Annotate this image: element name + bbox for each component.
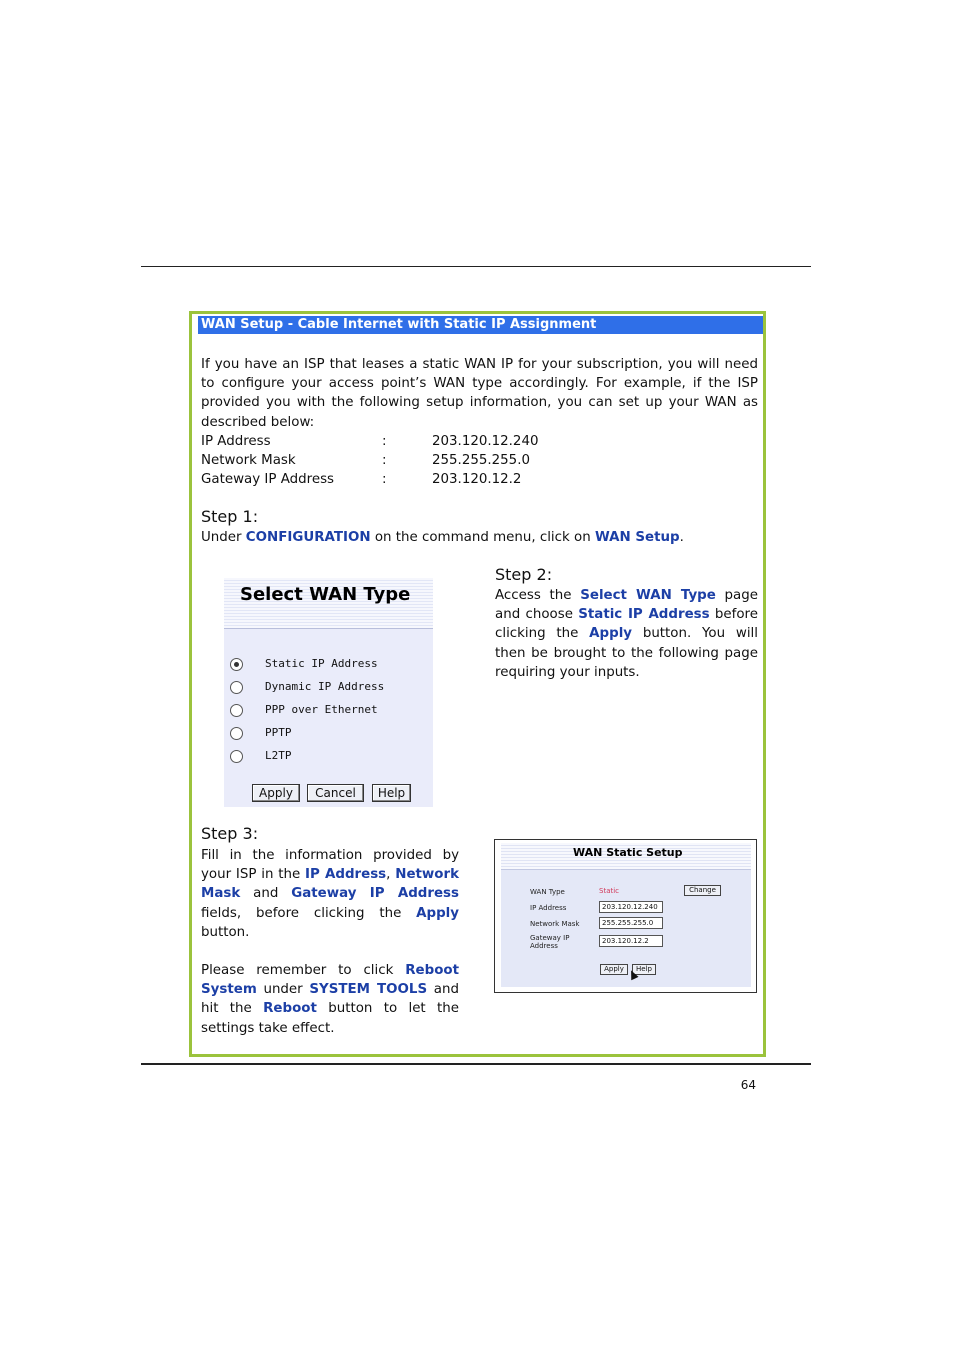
info-label: IP Address xyxy=(201,434,271,449)
option-label: PPP over Ethernet xyxy=(265,703,378,716)
reminder-text-part: and hit the xyxy=(201,982,459,1017)
keyword-system-tools: SYSTEM TOOLS xyxy=(309,982,428,998)
option-label: Static IP Address xyxy=(265,657,378,670)
keyword-reboot-system: Reboot System xyxy=(201,963,459,998)
cancel-button[interactable]: Cancel xyxy=(307,784,364,802)
apply-button[interactable]: Apply xyxy=(600,964,628,975)
keyword-ip-address: IP Address xyxy=(305,867,387,883)
step2-title: Step 2: xyxy=(495,565,553,584)
select-wan-type-screenshot xyxy=(224,578,433,807)
keyword-apply: Apply xyxy=(589,626,633,642)
step2-text-part: before clicking the xyxy=(495,607,758,642)
step1-text xyxy=(201,528,758,547)
reminder-text xyxy=(201,961,459,1038)
info-value: 203.120.12.2 xyxy=(432,472,522,487)
step1-text-part: Under xyxy=(201,530,246,545)
step1-title: Step 1: xyxy=(201,507,259,526)
option-label: PPTP xyxy=(265,726,292,739)
keyword-select-wan-type: Select WAN Type xyxy=(580,588,716,603)
top-rule xyxy=(141,266,811,267)
info-separator: : xyxy=(382,472,387,487)
radio-selected-icon[interactable] xyxy=(230,658,243,671)
select-wan-type-title: Select WAN Type xyxy=(240,584,411,605)
bottom-rule xyxy=(141,1063,811,1065)
reminder-text-part: button to let the settings take effect. xyxy=(201,1001,459,1036)
reminder-text-part: under xyxy=(256,982,310,998)
radio-icon[interactable] xyxy=(230,750,243,763)
radio-icon[interactable] xyxy=(230,681,243,694)
step2-text-part: Access the xyxy=(495,588,581,603)
step3-text-part: fields, before clicking the xyxy=(201,905,417,921)
info-separator: : xyxy=(382,453,387,468)
wan-setup-box xyxy=(189,311,766,1057)
keyword-apply: Apply xyxy=(416,905,459,921)
network-mask-input[interactable]: 255.255.255.0 xyxy=(599,917,663,929)
screenshot-title-band xyxy=(224,578,433,629)
option-label: L2TP xyxy=(265,749,292,762)
info-separator: : xyxy=(382,434,387,449)
keyword-wan-setup: WAN Setup xyxy=(594,530,680,545)
step1-text-part: . xyxy=(679,530,684,545)
step3-text-part: Fill in the information provided by your ISP in the xyxy=(201,848,459,883)
step2-text-part: button. You will then be brought to the following page requiring your inputs. xyxy=(495,626,758,680)
reminder-text-part: Please remember to click xyxy=(201,963,406,978)
keyword-reboot: Reboot xyxy=(263,1001,317,1017)
info-value: 255.255.255.0 xyxy=(432,453,530,468)
step3-text-part: button. xyxy=(201,924,250,940)
ip-address-label: IP Address xyxy=(530,904,567,912)
info-value: 203.120.12.240 xyxy=(432,434,539,449)
wan-type-value: Static xyxy=(599,887,620,895)
page-number: 64 xyxy=(740,1078,756,1092)
wan-static-setup-title: WAN Static Setup xyxy=(573,846,683,859)
gateway-ip-label: Gateway IP Address xyxy=(530,934,570,950)
option-label: Dynamic IP Address xyxy=(265,680,385,693)
apply-button[interactable]: Apply xyxy=(252,784,300,802)
step3-text-part: , xyxy=(386,867,396,883)
info-label: Network Mask xyxy=(201,453,296,468)
change-button[interactable]: Change xyxy=(684,885,721,896)
help-button[interactable]: Help xyxy=(632,964,656,975)
step2-text xyxy=(495,586,758,682)
radio-icon[interactable] xyxy=(230,727,243,740)
box-header-title: WAN Setup - Cable Internet with Static IP Assignment xyxy=(198,316,763,334)
step2-text-part: page and choose xyxy=(495,588,758,623)
ip-address-input[interactable]: 203.120.12.240 xyxy=(599,901,663,913)
gateway-ip-input[interactable]: 203.120.12.2 xyxy=(599,935,663,947)
keyword-network-mask: Network Mask xyxy=(201,867,460,902)
keyword-configuration: CONFIGURATION xyxy=(245,530,371,545)
step3-text xyxy=(201,846,459,942)
step3-text-part: and xyxy=(240,886,292,902)
help-button[interactable]: Help xyxy=(372,784,411,802)
step3-title: Step 3: xyxy=(201,824,259,843)
screenshot-title-band xyxy=(501,843,751,870)
radio-icon[interactable] xyxy=(230,704,243,717)
wan-type-label: WAN Type xyxy=(530,888,565,896)
wan-static-setup-screenshot xyxy=(494,839,757,993)
keyword-gateway-ip-address: Gateway IP Address xyxy=(291,886,459,902)
network-mask-label: Network Mask xyxy=(530,920,580,928)
step1-text-part: on the command menu, click on xyxy=(370,530,595,545)
keyword-static-ip-address: Static IP Address xyxy=(578,607,710,623)
screenshot-panel xyxy=(501,843,751,987)
intro-paragraph: If you have an ISP that leases a static WAN IP for your subscription, you will need to configure your access point’s WAN type accordingly. For example, if the ISP provided you with the following setup information, you can set up your WAN as described below: xyxy=(201,357,758,430)
info-label: Gateway IP Address xyxy=(201,472,335,487)
